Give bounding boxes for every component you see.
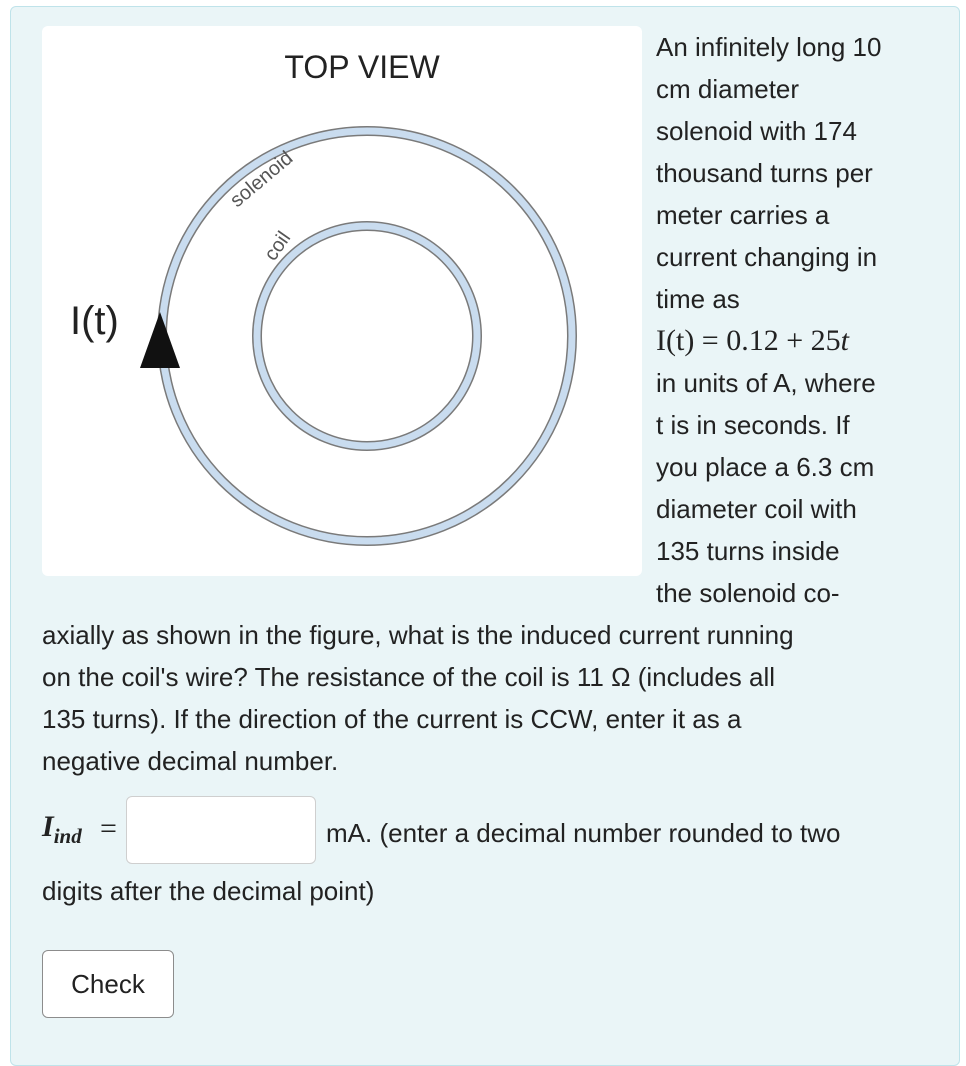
text-line: on the coil's wire? The resistance of the coil is 11 Ω (includes all [42, 662, 776, 692]
answer-row [42, 796, 922, 906]
solenoid-label: solenoid [226, 147, 298, 212]
current-arrow-icon [140, 312, 180, 368]
figure-canvas [42, 26, 642, 576]
text-line: An infinitely long 10 [656, 32, 882, 62]
text-line: solenoid with 174 [656, 116, 857, 146]
text-line: 135 turns inside [656, 536, 840, 566]
current-label: I(t) [70, 299, 119, 343]
text-line: meter carries a [656, 200, 830, 230]
answer-input[interactable] [126, 796, 316, 864]
problem-wrap-text [42, 614, 922, 782]
coil-label: coil [260, 227, 296, 265]
text-line: negative decimal number. [42, 746, 339, 776]
text-line: t is in seconds. If [656, 410, 850, 440]
current-equation [656, 320, 926, 362]
equals-sign: = [100, 812, 117, 845]
solenoid-ring [162, 131, 572, 541]
induced-current-symbol [42, 810, 82, 849]
coil-ring [257, 226, 477, 446]
text-line: current changing in [656, 242, 878, 272]
figure-title: TOP VIEW [284, 49, 440, 85]
answer-line [42, 796, 922, 866]
text-line: cm diameter [656, 74, 800, 104]
equation-variable: t [840, 324, 849, 357]
text-line: in units of A, where [656, 368, 876, 398]
text-line: time as [656, 284, 740, 314]
text-line: you place a 6.3 cm [656, 452, 875, 482]
symbol-subscript: ind [53, 824, 82, 848]
text-line: diameter coil with [656, 494, 857, 524]
equation-lhs: I(t) = 0.12 + 25 [656, 324, 841, 357]
symbol-letter: I [42, 810, 54, 843]
check-button[interactable]: Check [42, 950, 174, 1018]
text-line: the solenoid co- [656, 578, 840, 608]
text-line: axially as shown in the figure, what is the induced current running [42, 620, 794, 650]
unit-instructions: mA. (enter a decimal number rounded to two [326, 818, 841, 848]
text-line: thousand turns per [656, 158, 873, 188]
solenoid-figure [42, 26, 642, 576]
problem-side-text [656, 26, 926, 614]
instruction-continuation: digits after the decimal point) [42, 876, 375, 906]
text-line: 135 turns). If the direction of the current is CCW, enter it as a [42, 704, 742, 734]
